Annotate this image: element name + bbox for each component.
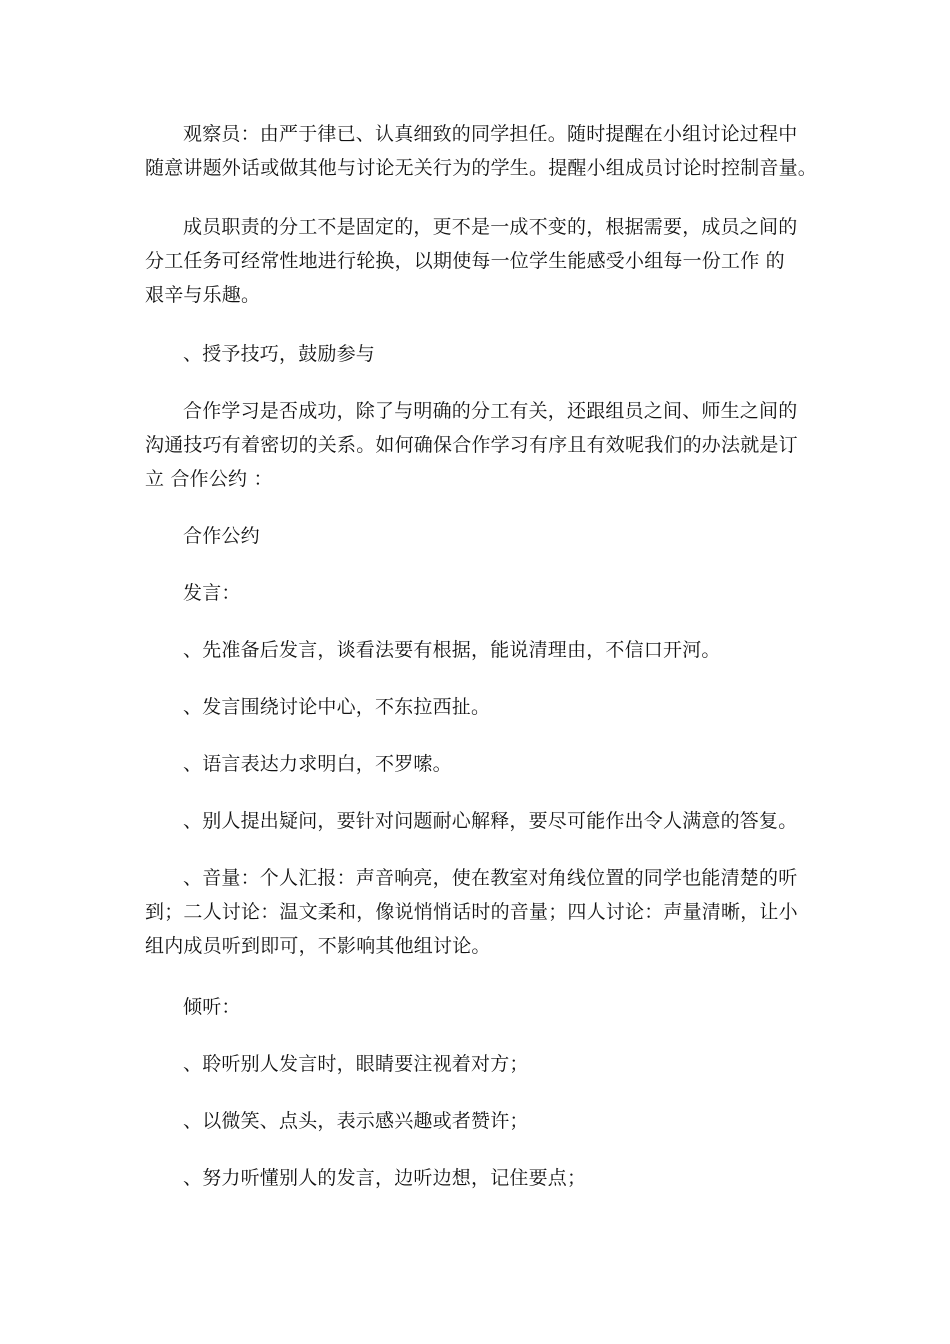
text-line: 、先准备后发言，谈看法要有根据，能说清理由，不信口开河。	[183, 639, 721, 661]
text-line: 、语言表达力求明白，不罗嗦。	[183, 753, 452, 775]
text-line: 、别人提出疑问，要针对问题耐心解释，要尽可能作出令人满意的答复。	[183, 810, 798, 832]
list-item-listening-1	[145, 1047, 825, 1081]
text-line: 、音量：个人汇报：声音响亮，使在教室对角线位置的同学也能清楚的听	[183, 867, 798, 889]
list-item-listening-2	[145, 1104, 825, 1138]
text-line: 、聆听别人发言时，眼睛要注视着对方；	[183, 1053, 529, 1075]
text-line: 合作公约	[183, 525, 260, 547]
section-heading-speaking	[145, 576, 825, 610]
text-line: 沟通技巧有着密切的关系。如何确保合作学习有序且有效呢我们的办法就是订	[145, 434, 798, 456]
section-heading-convention	[145, 519, 825, 553]
text-line: 、以微笑、点头，表示感兴趣或者赞许；	[183, 1110, 529, 1132]
text-line: 到；二人讨论：温文柔和，像说悄悄话时的音量；四人讨论：声量清晰，让小	[145, 901, 798, 923]
list-item-listening-3	[145, 1161, 825, 1195]
list-item-speaking-2	[145, 690, 825, 724]
text-line: 观察员：由严于律已、认真细致的同学担任。随时提醒在小组讨论过程中	[183, 123, 798, 145]
text-line: 、努力听懂别人的发言，边听边想，记住要点；	[183, 1167, 587, 1189]
text-line: 成员职责的分工不是固定的，更不是一成不变的，根据需要，成员之间的	[183, 216, 798, 238]
text-line: 倾听：	[183, 996, 241, 1018]
paragraph-role-rotation	[145, 210, 825, 312]
text-line: 艰辛与乐趣。	[145, 284, 261, 306]
paragraph-cooperative-learning	[145, 394, 825, 496]
text-line: 分工任务可经常性地进行轮换，以期使每一位学生能感受小组每一份工作 的	[145, 250, 785, 272]
text-line: 随意讲题外话或做其他与讨论无关行为的学生。提醒小组成员讨论时控制音量。	[145, 157, 818, 179]
text-line: 合作学习是否成功，除了与明确的分工有关，还跟组员之间、师生之间的	[183, 400, 798, 422]
section-heading-listening	[145, 990, 825, 1024]
text-line: 立 合作公约 ：	[145, 468, 273, 490]
section-heading-skills	[145, 337, 825, 371]
text-line: 组内成员听到即可，不影响其他组讨论。	[145, 935, 491, 957]
list-item-speaking-4	[145, 804, 825, 838]
text-line: 、授予技巧，鼓励参与	[183, 343, 376, 365]
list-item-speaking-1	[145, 633, 825, 667]
list-item-speaking-3	[145, 747, 825, 781]
list-item-speaking-volume	[145, 861, 825, 963]
text-line: 发言：	[183, 582, 241, 604]
paragraph-observer-role	[145, 117, 825, 185]
text-line: 、发言围绕讨论中心，不东拉西扯。	[183, 696, 491, 718]
